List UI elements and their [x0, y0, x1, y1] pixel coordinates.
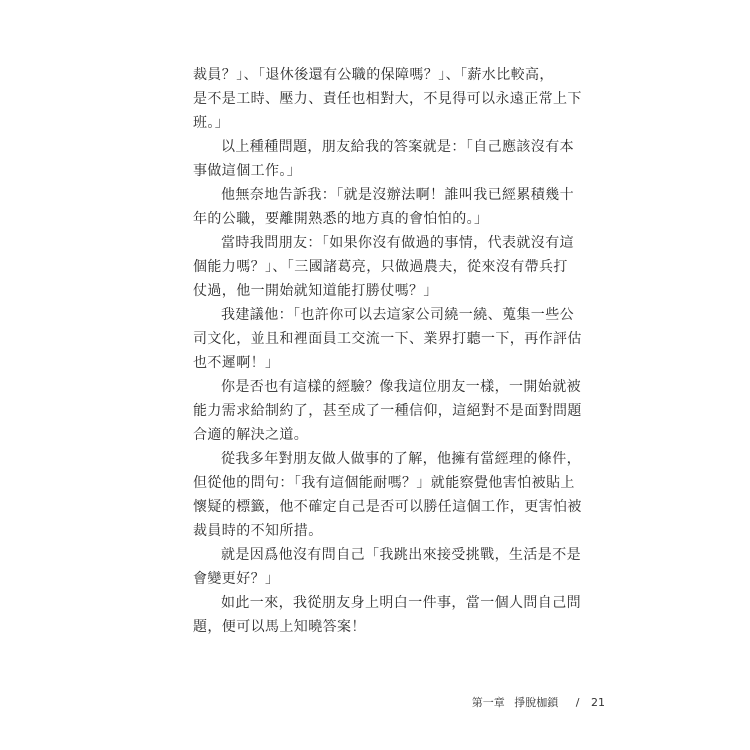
text-line: 以上種種問題，朋友給我的答案就是：「自己應該沒有本	[221, 139, 574, 155]
text-line: 你是否也有這樣的經驗？像我這位朋友一樣，一開始就被	[221, 379, 581, 395]
text-line: 裁員？」、「退休後還有公職的保障嗎？」、「薪水比較高，	[193, 67, 554, 83]
page-number: 21	[591, 696, 605, 709]
text-line: 懷疑的標籤，他不確定自己是否可以勝任這個工作，更害怕被	[193, 499, 582, 515]
chapter-title: 掙脫枷鎖	[514, 696, 559, 709]
text-line: 個能力嗎？」、「三國諸葛亮，只做過農夫，從來沒有帶兵打	[193, 259, 568, 275]
text-line: 仗過，他一開始就知道能打勝仗嗎？」	[193, 283, 438, 299]
text-line: 班。」	[193, 115, 230, 131]
text-line: 從我多年對朋友做人做事的了解，他擁有當經理的條件，	[221, 451, 581, 467]
text-line: 當時我問朋友：「如果你沒有做過的事情，代表就沒有這	[221, 235, 574, 251]
text-line: 但從他的問句：「我有這個能耐嗎？」就能察覺他害怕被貼上	[193, 475, 575, 491]
body-text	[193, 63, 588, 639]
footer-separator: /	[575, 696, 580, 709]
page-footer	[472, 694, 605, 710]
text-line: 合適的解決之道。	[193, 427, 309, 443]
text-line: 他無奈地告訴我：「就是沒辦法啊！誰叫我已經累積幾十	[221, 187, 574, 203]
text-line: 題，便可以馬上知曉答案！	[193, 619, 366, 635]
text-line: 事做這個工作。」	[193, 163, 302, 179]
text-line: 是不是工時、壓力、責任也相對大，不見得可以永遠正常上下	[193, 91, 582, 107]
text-line: 裁員時的不知所措。	[193, 523, 323, 539]
text-line: 能力需求給制約了，甚至成了一種信仰，這絕對不是面對問題	[193, 403, 582, 419]
text-line: 年的公職，要離開熟悉的地方真的會怕怕的。」	[193, 211, 489, 227]
text-line: 也不遲啊！」	[193, 355, 280, 371]
text-line: 如此一來，我從朋友身上明白一件事，當一個人問自己問	[221, 595, 581, 611]
text-line: 就是因爲他沒有問自己「我跳出來接受挑戰，生活是不是	[221, 547, 581, 563]
text-line: 我建議他：「也許你可以去這家公司繞一繞、蒐集一些公	[221, 307, 574, 323]
text-line: 司文化，並且和裡面員工交流一下、業界打聽一下，再作評估	[193, 331, 582, 347]
text-line: 會變更好？」	[193, 571, 280, 587]
chapter-label: 第一章	[471, 696, 505, 709]
